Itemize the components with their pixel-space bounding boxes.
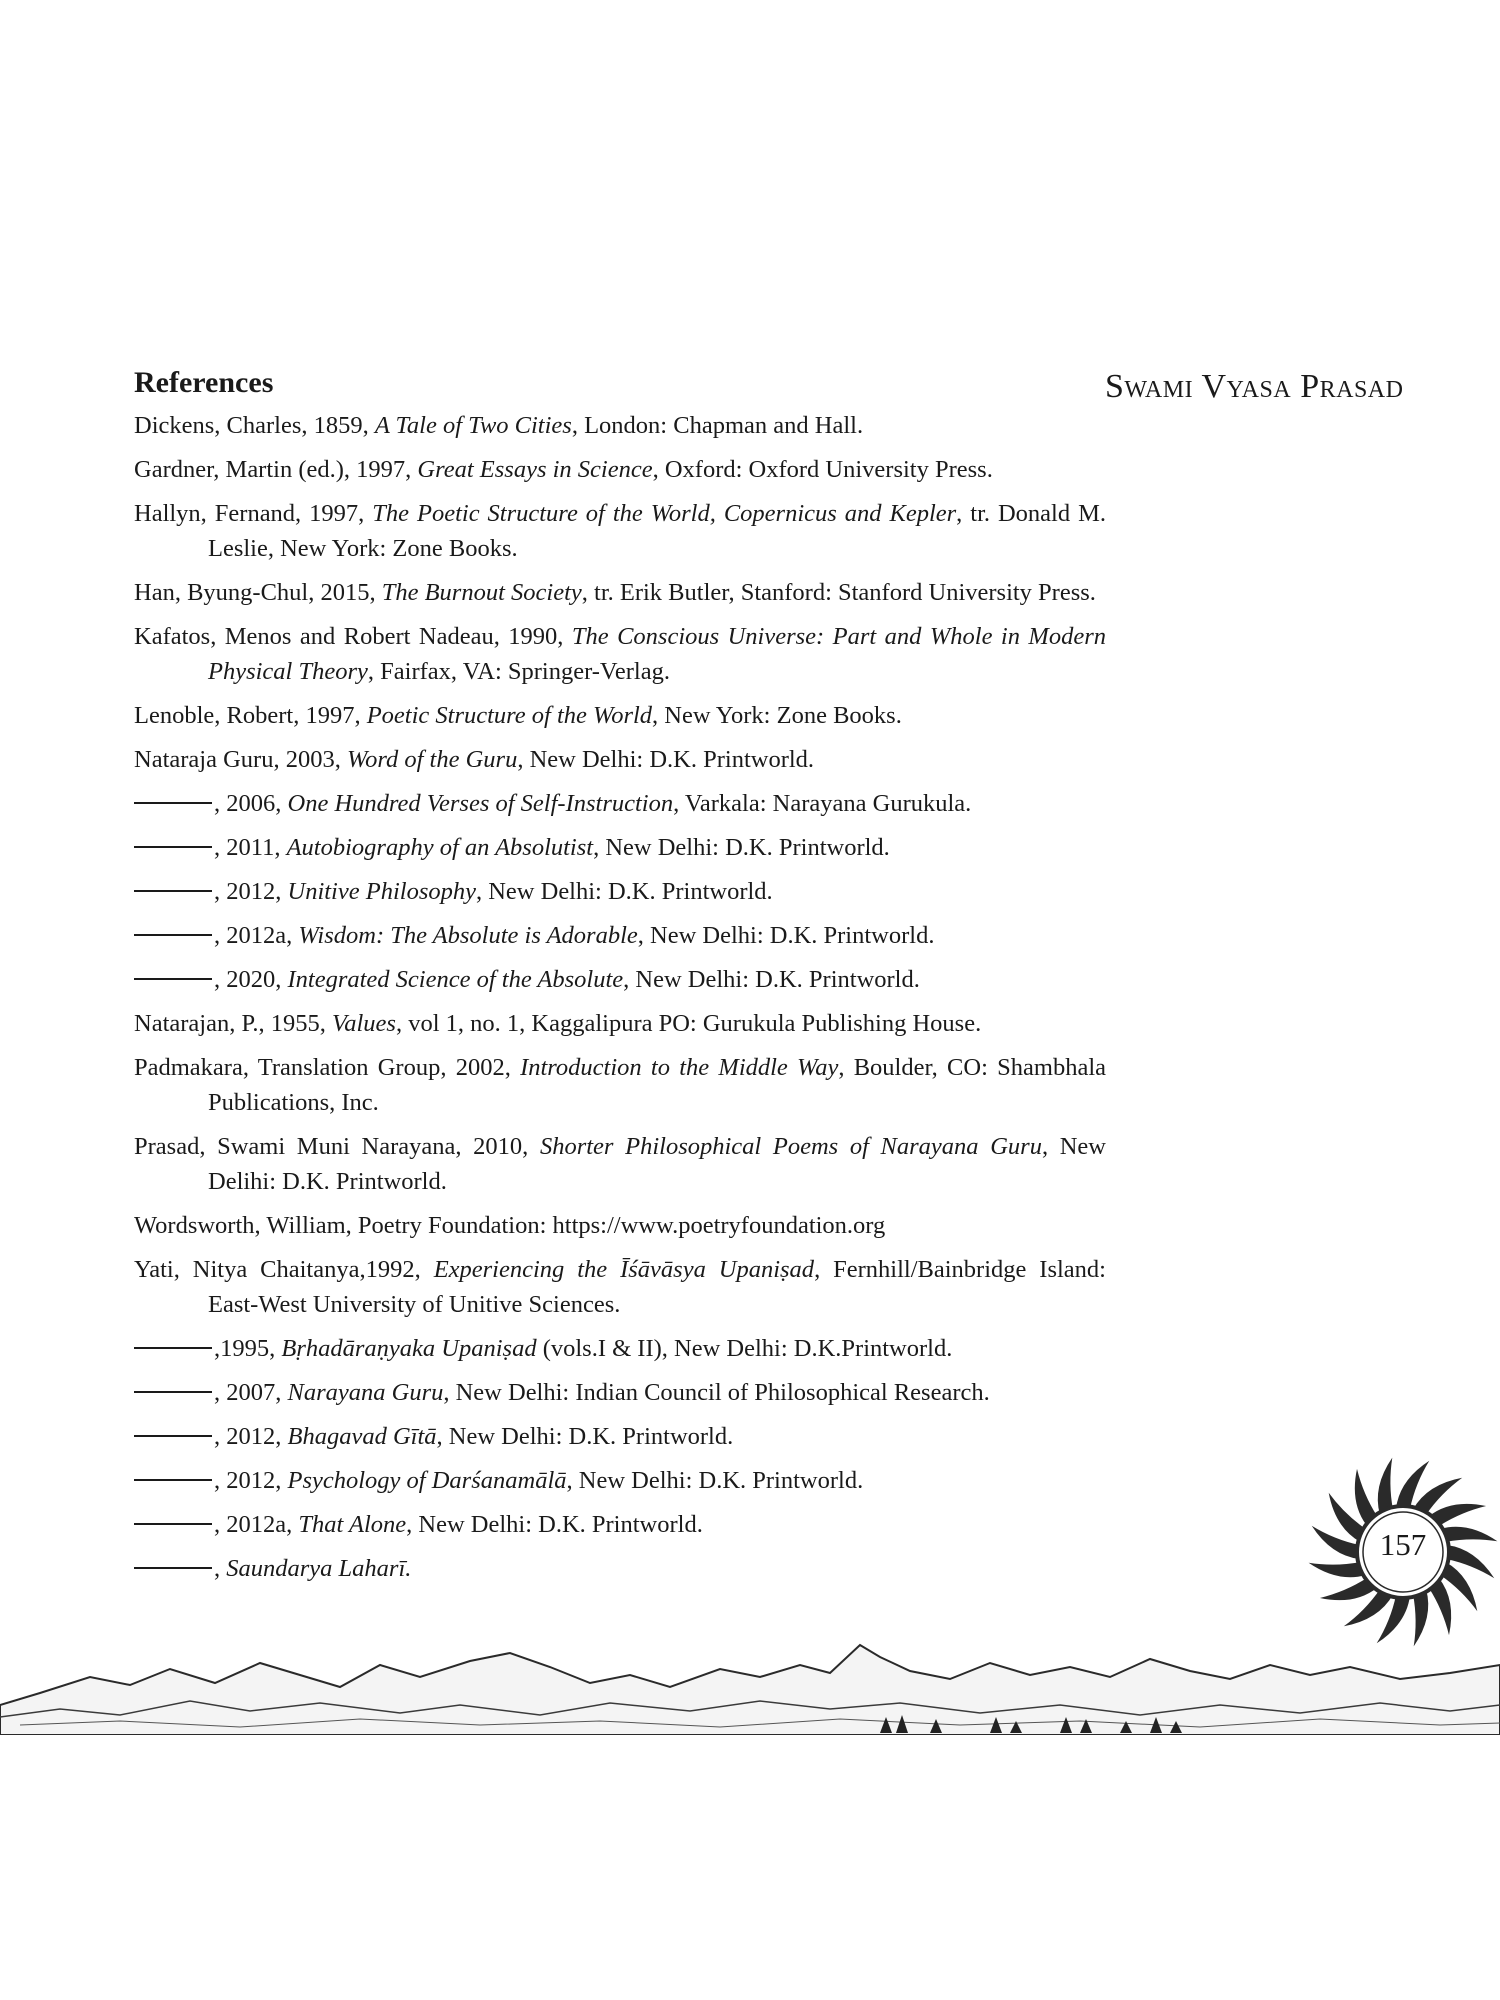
reference-text: (vols.I & II), New Delhi: D.K.Printworld. <box>536 1335 953 1362</box>
reference-text: Dickens, Charles, 1859, <box>134 412 375 439</box>
reference-text: Nataraja Guru, 2003, <box>134 746 347 773</box>
reference-entry <box>134 1507 1106 1542</box>
reference-entry <box>134 962 1106 997</box>
reference-entry <box>134 452 1106 487</box>
reference-title: Bṛhadāraṇyaka Upaniṣad <box>281 1335 537 1362</box>
reference-entry <box>134 575 1106 610</box>
reference-entry <box>134 1208 1106 1243</box>
reference-text: , 2012a, <box>214 922 299 949</box>
references-section <box>134 366 1106 1595</box>
reference-entry <box>134 830 1106 865</box>
reference-entry <box>134 786 1106 821</box>
ditto-dash <box>134 1567 212 1569</box>
reference-text: Wordsworth, William, Poetry Foundation: https://www.poetryfoundation.org <box>134 1212 886 1239</box>
reference-entry <box>134 1129 1106 1199</box>
reference-title: Narayana Guru <box>287 1379 444 1406</box>
ditto-dash <box>134 978 212 980</box>
reference-text: ,1995, <box>214 1335 282 1362</box>
reference-title: The Conscious Universe: Part and Whole in Modern Physical Theory <box>208 623 1106 685</box>
reference-text: , 2012, <box>214 878 288 905</box>
reference-title: That Alone <box>298 1511 407 1538</box>
ditto-dash <box>134 1523 212 1525</box>
reference-entry <box>134 408 1106 443</box>
ditto-dash <box>134 846 212 848</box>
ditto-dash <box>134 1435 212 1437</box>
reference-text: , Fairfax, VA: Springer-Verlag. <box>367 658 670 685</box>
mountain-range-illustration <box>0 1605 1500 1735</box>
reference-title: Saundarya Laharī. <box>226 1555 412 1582</box>
reference-title: Poetic Structure of the World <box>366 702 653 729</box>
ditto-dash <box>134 934 212 936</box>
reference-entry <box>134 619 1106 689</box>
reference-text: , tr. Donald M. Leslie, New York: Zone Books. <box>208 500 1106 562</box>
reference-entry <box>134 874 1106 909</box>
reference-entry <box>134 1050 1106 1120</box>
reference-entry <box>134 918 1106 953</box>
reference-text: , vol 1, no. 1, Kaggalipura PO: Gurukula Publishing House. <box>395 1010 982 1037</box>
reference-title: Introduction to the Middle Way <box>520 1054 839 1081</box>
reference-title: Bhagavad Gītā <box>287 1423 437 1450</box>
reference-text: Han, Byung-Chul, 2015, <box>134 579 382 606</box>
reference-text: , 2012, <box>214 1467 288 1494</box>
reference-title: A Tale of Two Cities <box>374 412 572 439</box>
reference-text: , New Delhi: D.K. Printworld. <box>436 1423 734 1450</box>
references-heading: References <box>134 366 274 399</box>
reference-entry <box>134 1331 1106 1366</box>
reference-text: , 2020, <box>214 966 288 993</box>
running-header-author: Swami Vyasa Prasad <box>1105 368 1404 405</box>
reference-entry <box>134 1463 1106 1498</box>
reference-entry <box>134 496 1106 566</box>
reference-entry <box>134 1375 1106 1410</box>
reference-title: Great Essays in Science <box>417 456 653 483</box>
reference-text: Padmakara, Translation Group, 2002, <box>134 1054 521 1081</box>
reference-text: , 2011, <box>214 834 287 861</box>
reference-text: , New Delhi: D.K. Printworld. <box>593 834 890 861</box>
reference-text: , New Delhi: D.K. Printworld. <box>566 1467 864 1494</box>
reference-entry <box>134 698 1106 733</box>
reference-text: , tr. Erik Butler, Stanford: Stanford University Press. <box>581 579 1096 606</box>
ditto-dash <box>134 1479 212 1481</box>
reference-title: Values <box>332 1010 396 1037</box>
ditto-dash <box>134 802 212 804</box>
ditto-dash <box>134 1347 212 1349</box>
reference-text: , New Delhi: D.K. Printworld. <box>637 922 935 949</box>
reference-title: Word of the Guru <box>346 746 518 773</box>
reference-text: , Boulder, CO: Shambhala Publications, Inc. <box>208 1054 1106 1116</box>
reference-text: Yati, Nitya Chaitanya,1992, <box>134 1256 434 1283</box>
reference-text: , New Delhi: D.K. Printworld. <box>517 746 815 773</box>
reference-entry <box>134 1551 1106 1586</box>
reference-entry <box>134 742 1106 777</box>
reference-text: Hallyn, Fernand, 1997, <box>134 500 373 527</box>
reference-text: , New York: Zone Books. <box>652 702 902 729</box>
reference-title: Integrated Science of the Absolute <box>287 966 624 993</box>
reference-title: Shorter Philosophical Poems of Narayana Guru <box>539 1133 1042 1160</box>
page-number: 157 <box>1379 1527 1427 1562</box>
reference-entry <box>134 1252 1106 1322</box>
reference-text: Natarajan, P., 1955, <box>134 1010 332 1037</box>
reference-text: , New Delhi: D.K. Printworld. <box>475 878 773 905</box>
reference-title: Autobiography of an Absolutist <box>286 834 594 861</box>
reference-text: , 2012a, <box>214 1511 299 1538</box>
reference-title: The Poetic Structure of the World, Copernicus and Kepler <box>372 500 957 527</box>
reference-title: Psychology of Darśanamālā <box>287 1467 567 1494</box>
reference-text: , Fernhill/Bainbridge Island: East-West University of Unitive Sciences. <box>208 1256 1106 1318</box>
reference-text: , London: Chapman and Hall. <box>571 412 864 439</box>
reference-text: Prasad, Swami Muni Narayana, 2010, <box>134 1133 540 1160</box>
reference-text: , New Delihi: D.K. Printworld. <box>208 1133 1106 1195</box>
reference-text: Kafatos, Menos and Robert Nadeau, 1990, <box>134 623 572 650</box>
reference-title: The Burnout Society <box>381 579 582 606</box>
reference-text: , New Delhi: D.K. Printworld. <box>406 1511 703 1538</box>
reference-entry <box>134 1419 1106 1454</box>
reference-text: , 2006, <box>214 790 288 817</box>
reference-text: , <box>214 1555 227 1582</box>
references-list <box>134 408 1106 1586</box>
reference-text: Gardner, Martin (ed.), 1997, <box>134 456 418 483</box>
reference-title: Experiencing the Īśāvāsya Upaniṣad <box>433 1256 815 1283</box>
reference-text: , New Delhi: D.K. Printworld. <box>623 966 920 993</box>
reference-text: , New Delhi: Indian Council of Philosophical Research. <box>443 1379 990 1406</box>
reference-text: , Varkala: Narayana Gurukula. <box>673 790 972 817</box>
reference-text: , Oxford: Oxford University Press. <box>652 456 993 483</box>
reference-text: Lenoble, Robert, 1997, <box>134 702 367 729</box>
reference-text: , 2012, <box>214 1423 288 1450</box>
ditto-dash <box>134 1391 212 1393</box>
reference-title: One Hundred Verses of Self-Instruction <box>287 790 674 817</box>
reference-text: , 2007, <box>214 1379 288 1406</box>
ditto-dash <box>134 890 212 892</box>
reference-title: Unitive Philosophy <box>287 878 476 905</box>
reference-entry <box>134 1006 1106 1041</box>
reference-title: Wisdom: The Absolute is Adorable <box>298 922 638 949</box>
